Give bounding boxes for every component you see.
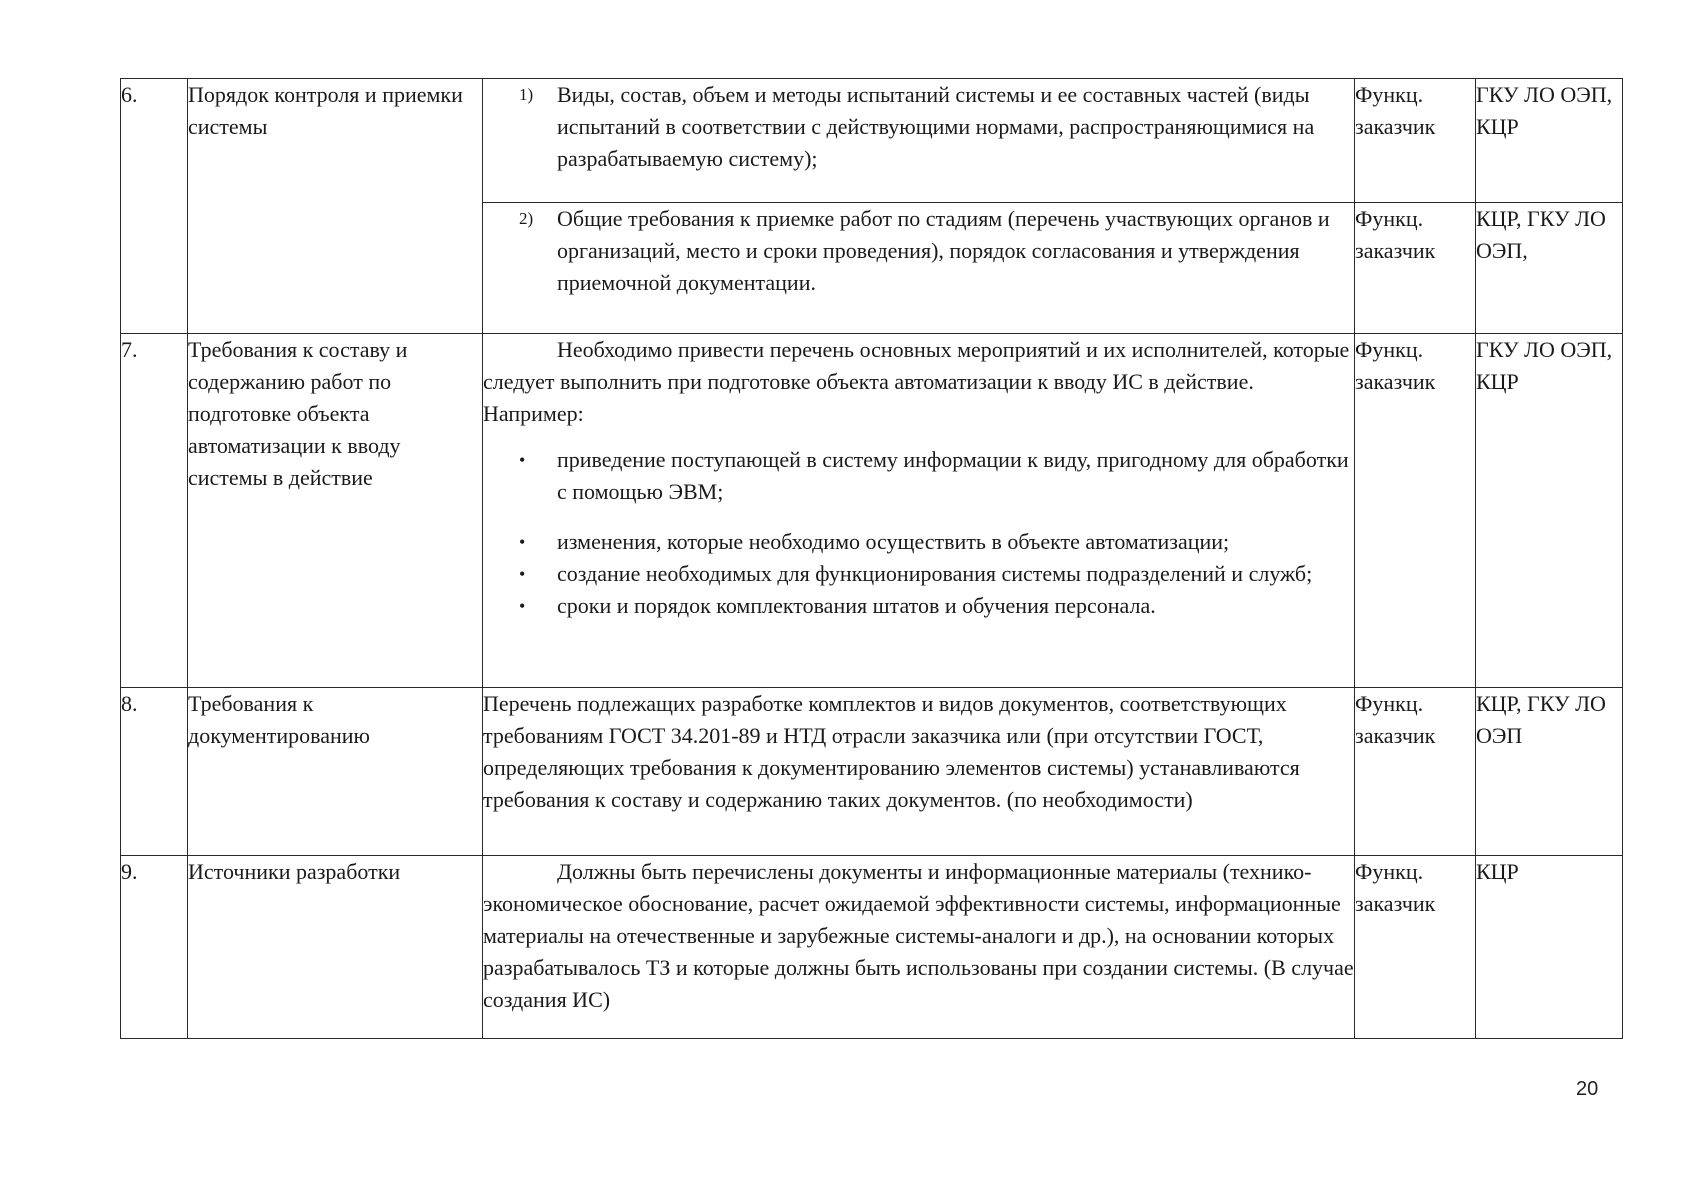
bullet-icon: • xyxy=(519,564,526,584)
bullet-icon: • xyxy=(519,596,526,616)
requirement-name: Порядок контроля и приемки системы xyxy=(188,79,483,334)
requirement-content xyxy=(483,688,1355,856)
list-item-text: приведение поступающей в систему информации к виду, пригодному для обработки с помощью ЭВМ; xyxy=(557,447,1349,504)
row-number: 7. xyxy=(121,334,188,688)
role-cell: Функц. заказчик xyxy=(1355,203,1476,334)
page-number: 20 xyxy=(1576,1078,1599,1100)
role-cell: Функц. заказчик xyxy=(1355,856,1476,1039)
requirement-content xyxy=(483,79,1355,203)
bullet-icon: • xyxy=(519,532,526,552)
requirement-name: Требования к документированию xyxy=(188,688,483,856)
role-cell: Функц. заказчик xyxy=(1355,79,1476,203)
content-paragraph: Должны быть перечислены документы и информационные материалы (технико-экономическое обоснование, расчет ожидаемой эффективности системы, информационные материалы на отечественные и зарубежные системы-аналоги и др.), на основании которых разрабатывалось ТЗ и которые должны быть использованы при создании системы. (В случае создания ИС) xyxy=(483,859,1354,1012)
list-item xyxy=(483,590,1354,622)
row-number: 9. xyxy=(121,856,188,1039)
table-row xyxy=(121,688,1623,856)
table-row xyxy=(121,856,1623,1039)
table-row xyxy=(121,334,1623,688)
responsible-cell: КЦР, ГКУ ЛО ОЭП xyxy=(1476,688,1623,856)
requirement-content xyxy=(483,856,1355,1039)
table-row xyxy=(121,79,1623,203)
list-item-text: изменения, которые необходимо осуществить в объекте автоматизации; xyxy=(557,529,1230,554)
bullet-icon: • xyxy=(519,450,526,470)
requirement-name: Источники разработки xyxy=(188,856,483,1039)
requirement-content xyxy=(483,334,1355,688)
numbered-item xyxy=(483,203,1354,299)
requirement-name: Требования к составу и содержанию работ по подготовке объекта автоматизации к вводу системы в действие xyxy=(188,334,483,688)
responsible-cell: ГКУ ЛО ОЭП, КЦР xyxy=(1476,334,1623,688)
row-number: 6. xyxy=(121,79,188,334)
responsible-cell: КЦР xyxy=(1476,856,1623,1039)
role-cell: Функц. заказчик xyxy=(1355,334,1476,688)
item-text: Общие требования к приемке работ по стадиям (перечень участвующих органов и организаций, место и сроки проведения), порядок согласования и утверждения приемочной документации. xyxy=(557,206,1330,295)
list-item-text: создание необходимых для функционирования системы подразделений и служб; xyxy=(557,561,1313,586)
intro-paragraph: Необходимо привести перечень основных мероприятий и их исполнителей, которые следует выполнить при подготовке объекта автоматизации к вводу ИС в действие. Например: xyxy=(483,337,1350,426)
list-item xyxy=(483,444,1354,508)
row-number: 8. xyxy=(121,688,188,856)
item-text: Виды, состав, объем и методы испытаний системы и ее составных частей (виды испытаний в соответствии с действующими нормами, распространяющимися на разрабатываемую систему); xyxy=(557,82,1315,171)
responsible-cell: ГКУ ЛО ОЭП, КЦР xyxy=(1476,79,1623,203)
item-marker: 1) xyxy=(519,85,534,104)
content-paragraph: Перечень подлежащих разработке комплектов и видов документов, соответствующих требованиям ГОСТ 34.201-89 и НТД отрасли заказчика или (при отсутствии ГОСТ, определяющих требования к документированию элементов системы) устанавливаются требования к составу и содержанию таких документов. (по необходимости) xyxy=(483,691,1300,812)
requirement-content xyxy=(483,203,1355,334)
requirements-table xyxy=(120,78,1623,1039)
list-item-text: сроки и порядок комплектования штатов и обучения персонала. xyxy=(557,593,1156,618)
responsible-cell: КЦР, ГКУ ЛО ОЭП, xyxy=(1476,203,1623,334)
numbered-item xyxy=(483,79,1354,175)
list-item xyxy=(483,558,1354,590)
bullet-list xyxy=(483,444,1354,622)
item-marker: 2) xyxy=(519,209,534,228)
role-cell: Функц. заказчик xyxy=(1355,688,1476,856)
list-item xyxy=(483,526,1354,558)
